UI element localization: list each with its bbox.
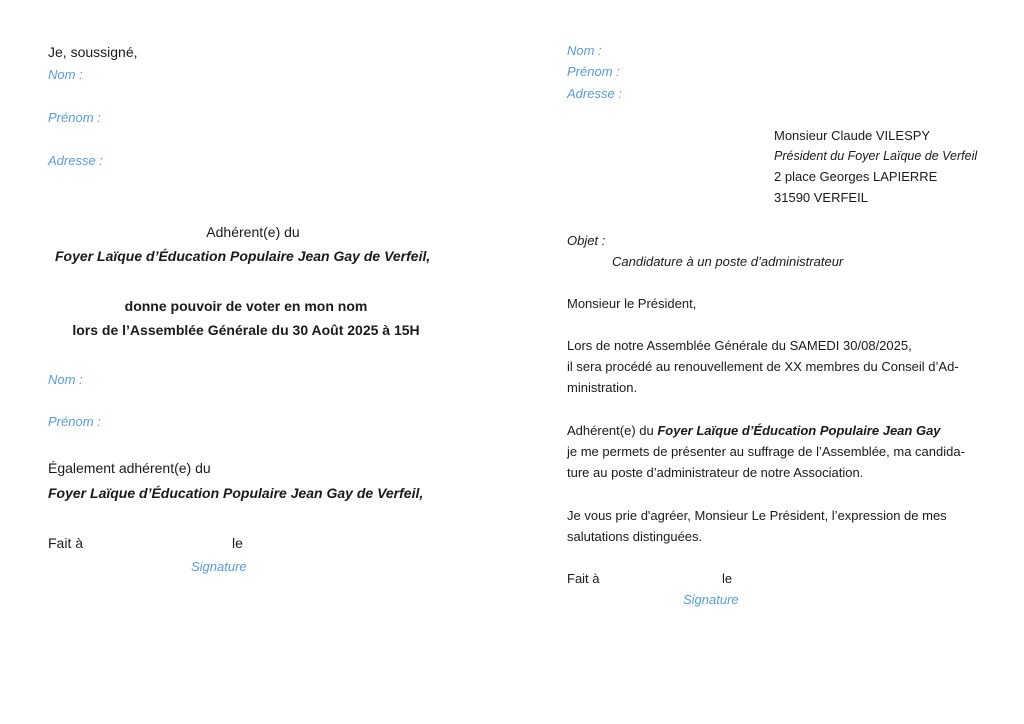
paragraph-1-line-3: ministration. [567,380,638,395]
objet-label: Objet : [567,233,606,248]
paragraph-2-prefix: Adhérent(e) du [567,423,658,438]
paragraph-2-line-1 [567,423,941,439]
paragraph-1-line-1: Lors de notre Assemblée Générale du SAMEDI 30/08/2025, [567,338,912,353]
prenom-label: Prénom : [48,110,101,125]
foyer-name: Foyer Laïque d’Éducation Populaire Jean Gay de Verfeil, [55,248,431,264]
recipient-title: Président du Foyer Laïque de Verfeil [774,149,978,163]
egalement-line: Également adhérent(e) du [48,460,211,476]
paragraph-3-line-2: salutations distinguées. [567,529,703,544]
objet-text: Candidature à un poste d’administrateur [612,254,844,269]
nom-label: Nom : [48,67,83,82]
intro-text: Je, soussigné, [48,44,138,60]
recipient-city: 31590 VERFEIL [774,190,868,205]
sender-nom-label: Nom : [567,43,602,58]
adresse-label: Adresse : [48,153,103,168]
date-le-label: le [232,535,243,551]
mandataire-nom-label: Nom : [48,372,83,387]
recipient-street: 2 place Georges LAPIERRE [774,169,938,184]
signature-label: Signature [191,559,247,574]
paragraph-2-foyer: Foyer Laïque d’Éducation Populaire Jean Gay [657,423,941,438]
pouvoir-line-1: donne pouvoir de voter en mon nom [124,298,368,314]
adherent-line: Adhérent(e) du [206,224,300,240]
foyer-name-2: Foyer Laïque d’Éducation Populaire Jean Gay de Verfeil, [48,485,424,501]
sender-adresse-label: Adresse : [567,86,622,101]
paragraph-2-line-2: je me permets de présenter au suffrage de l’Assemblée, ma candida- [567,444,965,459]
recipient-name: Monsieur Claude VILESPY [774,128,931,143]
letter-signature-label: Signature [683,592,739,607]
paragraph-1-line-2: il sera procédé au renouvellement de XX membres du Conseil d’Ad- [567,359,959,374]
letter-date-le-label: le [722,571,733,586]
fait-a-label: Fait à [48,535,84,551]
letter-fait-a-label: Fait à [567,571,600,586]
sender-prenom-label: Prénom : [567,64,620,79]
paragraph-3-line-1: Je vous prie d'agréer, Monsieur Le Président, l’expression de mes [567,508,947,523]
salutation: Monsieur le Président, [567,296,697,311]
mandataire-prenom-label: Prénom : [48,414,101,429]
paragraph-2-line-3: ture au poste d’administrateur de notre Association. [567,465,864,480]
pouvoir-line-2: lors de l’Assemblée Générale du 30 Août 2025 à 15H [72,322,420,338]
